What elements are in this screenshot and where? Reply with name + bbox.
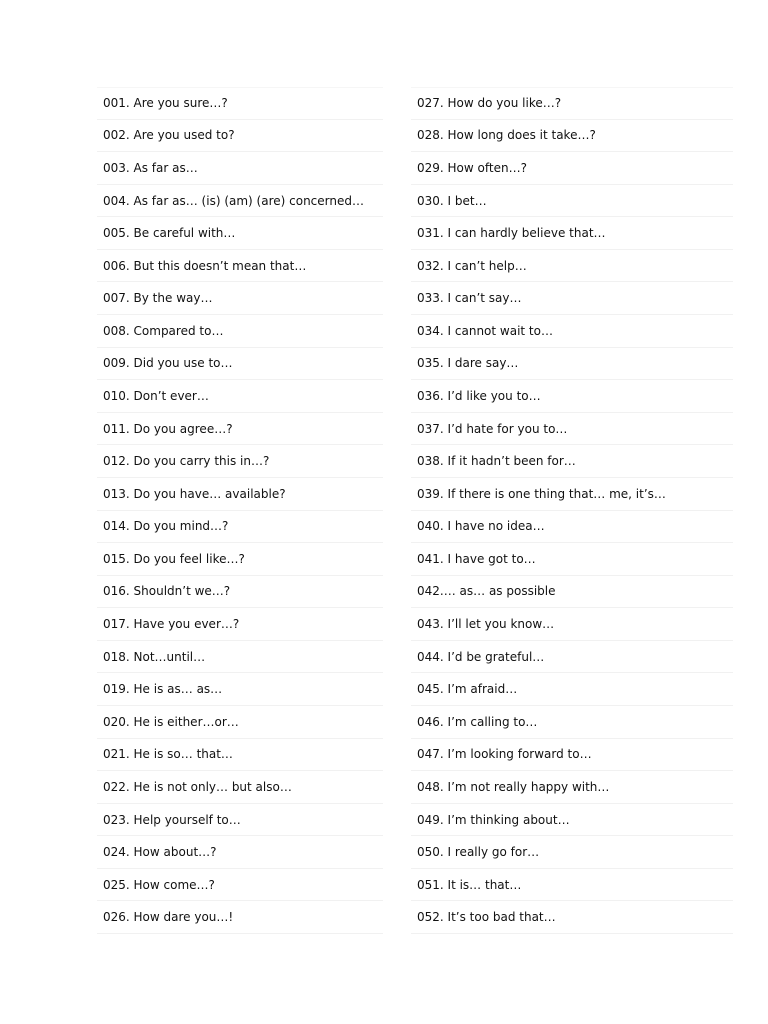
phrase-item: 051. It is… that… — [411, 869, 733, 902]
phrase-item: 008. Compared to… — [97, 315, 383, 348]
phrase-item: 027. How do you like…? — [411, 87, 733, 120]
phrase-item: 050. I really go for… — [411, 836, 733, 869]
phrase-item: 052. It’s too bad that… — [411, 901, 733, 934]
phrase-item: 043. I’ll let you know… — [411, 608, 733, 641]
phrase-item: 020. He is either…or… — [97, 706, 383, 739]
phrase-item: 022. He is not only… but also… — [97, 771, 383, 804]
phrase-item: 017. Have you ever…? — [97, 608, 383, 641]
phrase-item: 012. Do you carry this in…? — [97, 445, 383, 478]
phrase-list-right — [411, 87, 733, 934]
phrase-item: 019. He is as… as… — [97, 673, 383, 706]
phrase-item: 024. How about…? — [97, 836, 383, 869]
phrase-item: 026. How dare you…! — [97, 901, 383, 934]
phrase-item: 028. How long does it take…? — [411, 120, 733, 153]
phrase-item: 030. I bet… — [411, 185, 733, 218]
phrase-item: 014. Do you mind…? — [97, 511, 383, 544]
phrase-item: 010. Don’t ever… — [97, 380, 383, 413]
phrase-item: 011. Do you agree…? — [97, 413, 383, 446]
phrase-item: 003. As far as… — [97, 152, 383, 185]
phrase-item: 044. I’d be grateful… — [411, 641, 733, 674]
phrase-item: 009. Did you use to… — [97, 348, 383, 381]
phrase-item: 038. If it hadn’t been for… — [411, 445, 733, 478]
phrase-item: 034. I cannot wait to… — [411, 315, 733, 348]
phrase-item: 031. I can hardly believe that… — [411, 217, 733, 250]
phrase-item: 032. I can’t help… — [411, 250, 733, 283]
phrase-item: 016. Shouldn’t we…? — [97, 576, 383, 609]
phrase-item: 001. Are you sure…? — [97, 87, 383, 120]
phrase-item: 035. I dare say… — [411, 348, 733, 381]
phrase-item: 023. Help yourself to… — [97, 804, 383, 837]
phrase-item: 046. I’m calling to… — [411, 706, 733, 739]
phrase-item: 042.… as… as possible — [411, 576, 733, 609]
phrase-item: 005. Be careful with… — [97, 217, 383, 250]
phrase-item: 015. Do you feel like…? — [97, 543, 383, 576]
phrase-item: 048. I’m not really happy with… — [411, 771, 733, 804]
phrase-item: 004. As far as… (is) (am) (are) concerned… — [97, 185, 383, 218]
phrase-item: 002. Are you used to? — [97, 120, 383, 153]
phrase-item: 037. I’d hate for you to… — [411, 413, 733, 446]
phrase-item: 025. How come…? — [97, 869, 383, 902]
phrase-item: 041. I have got to… — [411, 543, 733, 576]
phrase-item: 049. I’m thinking about… — [411, 804, 733, 837]
phrase-item: 033. I can’t say… — [411, 282, 733, 315]
phrase-item: 039. If there is one thing that… me, it’s… — [411, 478, 733, 511]
phrase-item: 006. But this doesn’t mean that… — [97, 250, 383, 283]
phrase-item: 007. By the way… — [97, 282, 383, 315]
phrase-item: 018. Not…until… — [97, 641, 383, 674]
phrase-list-left — [97, 87, 383, 934]
phrase-item: 036. I’d like you to… — [411, 380, 733, 413]
phrase-item: 021. He is so… that… — [97, 739, 383, 772]
phrase-item: 047. I’m looking forward to… — [411, 739, 733, 772]
phrase-item: 013. Do you have… available? — [97, 478, 383, 511]
phrase-item: 045. I’m afraid… — [411, 673, 733, 706]
phrase-item: 040. I have no idea… — [411, 511, 733, 544]
phrase-item: 029. How often…? — [411, 152, 733, 185]
